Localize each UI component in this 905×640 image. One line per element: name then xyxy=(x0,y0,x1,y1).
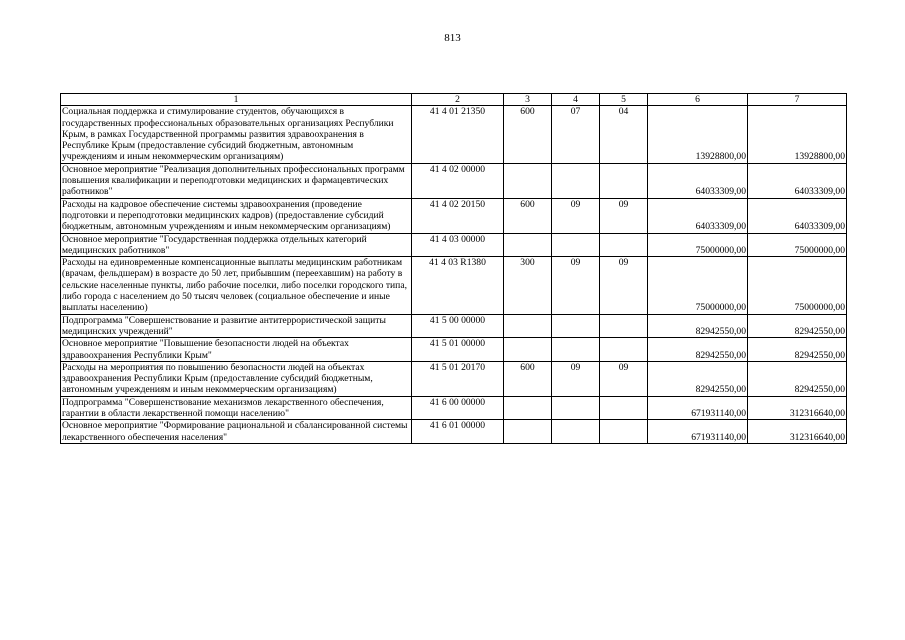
row-col5-cell: 09 xyxy=(600,361,648,396)
header-cell: 7 xyxy=(748,94,847,106)
row-col4-cell: 09 xyxy=(552,198,600,233)
row-col5-cell xyxy=(600,338,648,362)
row-col4-cell xyxy=(552,338,600,362)
header-cell: 3 xyxy=(504,94,552,106)
row-code-cell: 41 4 02 00000 xyxy=(412,163,504,198)
row-name-cell: Основное мероприятие "Реализация дополнительных профессиональных программ повышения квалификации и переподготовки медицинских и фармацевтических работников" xyxy=(61,163,412,198)
row-col3-cell xyxy=(504,163,552,198)
table-row xyxy=(61,198,847,233)
table-row xyxy=(61,314,847,338)
row-col4-cell xyxy=(552,233,600,257)
header-row xyxy=(61,94,847,106)
table-row xyxy=(61,420,847,444)
row-code-cell: 41 5 01 00000 xyxy=(412,338,504,362)
row-col7-amount-cell: 312316640,00 xyxy=(748,396,847,420)
table-row xyxy=(61,257,847,314)
row-col5-cell: 09 xyxy=(600,257,648,314)
row-col7-amount-cell: 82942550,00 xyxy=(748,338,847,362)
row-name-cell: Расходы на единовременные компенсационные выплаты медицинским работникам (врачам, фельдшерам) в возрасте до 50 лет, прибывшим (переехавшим) на работу в сельские населенные пункты, либо рабочие поселки, либо поселки городского типа, либо города с населением до 50 тысяч человек (социальное обеспечение и иные выплаты населению) xyxy=(61,257,412,314)
table-row xyxy=(61,361,847,396)
table-row xyxy=(61,233,847,257)
row-col3-cell: 300 xyxy=(504,257,552,314)
row-code-cell: 41 5 01 20170 xyxy=(412,361,504,396)
row-col3-cell xyxy=(504,233,552,257)
row-name-cell: Основное мероприятие "Повышение безопасности людей на объектах здравоохранения Республики Крым" xyxy=(61,338,412,362)
row-col5-cell: 04 xyxy=(600,106,648,163)
table-row xyxy=(61,163,847,198)
row-col4-cell: 07 xyxy=(552,106,600,163)
row-col3-cell xyxy=(504,338,552,362)
row-col7-amount-cell: 13928800,00 xyxy=(748,106,847,163)
row-col6-amount-cell: 671931140,00 xyxy=(648,420,748,444)
row-col3-cell xyxy=(504,314,552,338)
row-code-cell: 41 4 03 00000 xyxy=(412,233,504,257)
header-cell: 2 xyxy=(412,94,504,106)
row-col6-amount-cell: 75000000,00 xyxy=(648,233,748,257)
table-row xyxy=(61,106,847,163)
row-name-cell: Социальная поддержка и стимулирование студентов, обучающихся в государственных профессиональных образовательных организациях Республики Крым, в рамках Государственной программы развития здравоохранения в Республике Крым (предоставление субсидий бюджетным, автономным учреждениям и иным некоммерческим организациям) xyxy=(61,106,412,163)
row-col5-cell xyxy=(600,163,648,198)
row-code-cell: 41 6 00 00000 xyxy=(412,396,504,420)
row-col6-amount-cell: 671931140,00 xyxy=(648,396,748,420)
row-col7-amount-cell: 75000000,00 xyxy=(748,233,847,257)
row-col7-amount-cell: 64033309,00 xyxy=(748,198,847,233)
table-row xyxy=(61,396,847,420)
row-code-cell: 41 5 00 00000 xyxy=(412,314,504,338)
row-code-cell: 41 4 01 21350 xyxy=(412,106,504,163)
row-code-cell: 41 4 03 R1380 xyxy=(412,257,504,314)
page-number: 813 xyxy=(444,32,461,44)
row-col7-amount-cell: 64033309,00 xyxy=(748,163,847,198)
header-cell: 1 xyxy=(61,94,412,106)
row-col7-amount-cell: 75000000,00 xyxy=(748,257,847,314)
header-cell: 4 xyxy=(552,94,600,106)
header-cell: 6 xyxy=(648,94,748,106)
table-row xyxy=(61,338,847,362)
row-name-cell: Подпрограмма "Совершенствование и развитие антитеррористической защиты медицинских учреждений" xyxy=(61,314,412,338)
row-col3-cell xyxy=(504,396,552,420)
row-col5-cell: 09 xyxy=(600,198,648,233)
row-name-cell: Подпрограмма "Совершенствование механизмов лекарственного обеспечения, гарантии в области лекарственной помощи населению" xyxy=(61,396,412,420)
row-col4-cell xyxy=(552,420,600,444)
row-col6-amount-cell: 13928800,00 xyxy=(648,106,748,163)
row-col6-amount-cell: 82942550,00 xyxy=(648,361,748,396)
row-col6-amount-cell: 82942550,00 xyxy=(648,338,748,362)
row-col7-amount-cell: 82942550,00 xyxy=(748,361,847,396)
row-name-cell: Расходы на кадровое обеспечение системы здравоохранения (проведение подготовки и переподготовки медицинских кадров) (предоставление субсидий бюджетным, автономным учреждениям и иным некоммерческим организациям) xyxy=(61,198,412,233)
row-col6-amount-cell: 64033309,00 xyxy=(648,198,748,233)
row-name-cell: Основное мероприятие "Государственная поддержка отдельных категорий медицинских работников" xyxy=(61,233,412,257)
row-col4-cell xyxy=(552,163,600,198)
row-col6-amount-cell: 82942550,00 xyxy=(648,314,748,338)
row-col3-cell xyxy=(504,420,552,444)
row-col4-cell: 09 xyxy=(552,361,600,396)
row-col7-amount-cell: 312316640,00 xyxy=(748,420,847,444)
row-code-cell: 41 4 02 20150 xyxy=(412,198,504,233)
row-name-cell: Расходы на мероприятия по повышению безопасности людей на объектах здравоохранения Республики Крым (предоставление субсидий бюджетным, автономным учреждениям и иным некоммерческим организациям) xyxy=(61,361,412,396)
row-col5-cell xyxy=(600,420,648,444)
row-col5-cell xyxy=(600,233,648,257)
header-cell: 5 xyxy=(600,94,648,106)
row-col4-cell: 09 xyxy=(552,257,600,314)
row-col7-amount-cell: 82942550,00 xyxy=(748,314,847,338)
row-col3-cell: 600 xyxy=(504,361,552,396)
row-col6-amount-cell: 64033309,00 xyxy=(648,163,748,198)
row-col5-cell xyxy=(600,396,648,420)
row-col6-amount-cell: 75000000,00 xyxy=(648,257,748,314)
row-name-cell: Основное мероприятие "Формирование рациональной и сбалансированной системы лекарственного обеспечения населения" xyxy=(61,420,412,444)
row-col3-cell: 600 xyxy=(504,106,552,163)
row-col4-cell xyxy=(552,314,600,338)
row-code-cell: 41 6 01 00000 xyxy=(412,420,504,444)
budget-table xyxy=(60,93,847,444)
row-col5-cell xyxy=(600,314,648,338)
row-col4-cell xyxy=(552,396,600,420)
row-col3-cell: 600 xyxy=(504,198,552,233)
